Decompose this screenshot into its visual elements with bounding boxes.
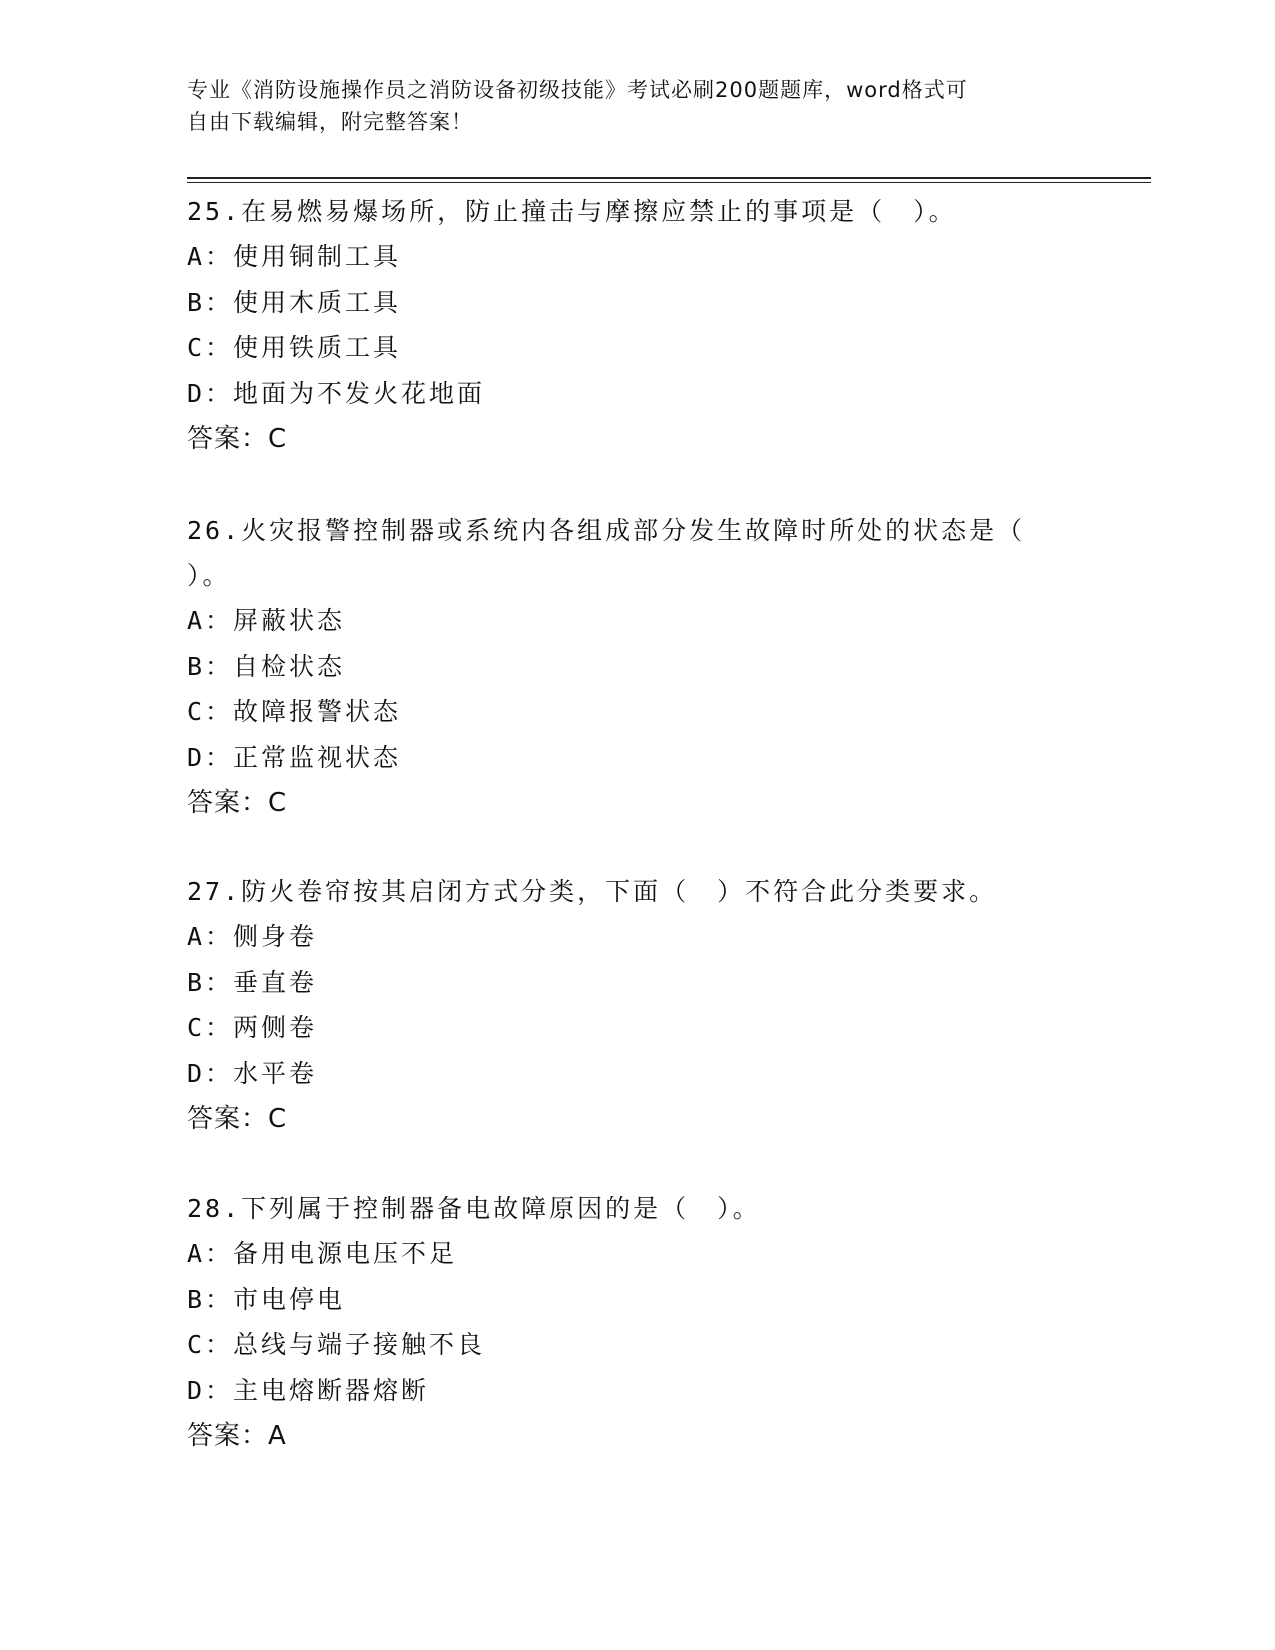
- question-title: 25.在易燃易爆场所，防止撞击与摩擦应禁止的事项是（ ）。: [187, 197, 957, 226]
- option-c: C：总线与端子接触不良: [187, 1330, 486, 1359]
- option-a: A：备用电源电压不足: [187, 1239, 458, 1268]
- question-title-line-2: ）。: [187, 561, 231, 590]
- answer: 答案：C: [187, 1104, 288, 1134]
- option-c: C：故障报警状态: [187, 697, 402, 726]
- document-header: [187, 74, 1087, 138]
- option-b: B：自检状态: [187, 651, 346, 681]
- answer: 答案：C: [187, 788, 288, 818]
- option-d: D：地面为不发火花地面: [187, 378, 486, 408]
- option-c: C：使用铁质工具: [187, 333, 402, 362]
- option-d: D：正常监视状态: [187, 742, 402, 772]
- header-line-1: 专业《消防设施操作员之消防设备初级技能》考试必刷200题题库，word格式可: [187, 78, 968, 102]
- header-divider-thick: [187, 177, 1151, 179]
- question-26: [187, 508, 1067, 826]
- header-line-2: 自由下载编辑，附完整答案！: [187, 110, 473, 134]
- option-c: C：两侧卷: [187, 1013, 318, 1042]
- option-b: B：垂直卷: [187, 967, 318, 997]
- question-title: 27.防火卷帘按其启闭方式分类，下面（ ）不符合此分类要求。: [187, 877, 998, 906]
- option-b: B：使用木质工具: [187, 287, 402, 317]
- option-d: D：主电熔断器熔断: [187, 1375, 430, 1405]
- question-title: 28.下列属于控制器备电故障原因的是（ ）。: [187, 1194, 761, 1223]
- answer: 答案：C: [187, 424, 288, 454]
- option-a: A：屏蔽状态: [187, 606, 346, 635]
- header-divider-thin: [187, 182, 1151, 183]
- option-a: A：使用铜制工具: [187, 242, 402, 271]
- question-title-line-1: 26.火灾报警控制器或系统内各组成部分发生故障时所处的状态是（: [187, 516, 1026, 545]
- option-a: A：侧身卷: [187, 922, 318, 951]
- answer: 答案：A: [187, 1421, 287, 1451]
- option-d: D：水平卷: [187, 1058, 318, 1088]
- question-25: [187, 189, 1067, 462]
- option-b: B：市电停电: [187, 1284, 346, 1314]
- question-28: [187, 1186, 1067, 1459]
- question-27: [187, 869, 1067, 1142]
